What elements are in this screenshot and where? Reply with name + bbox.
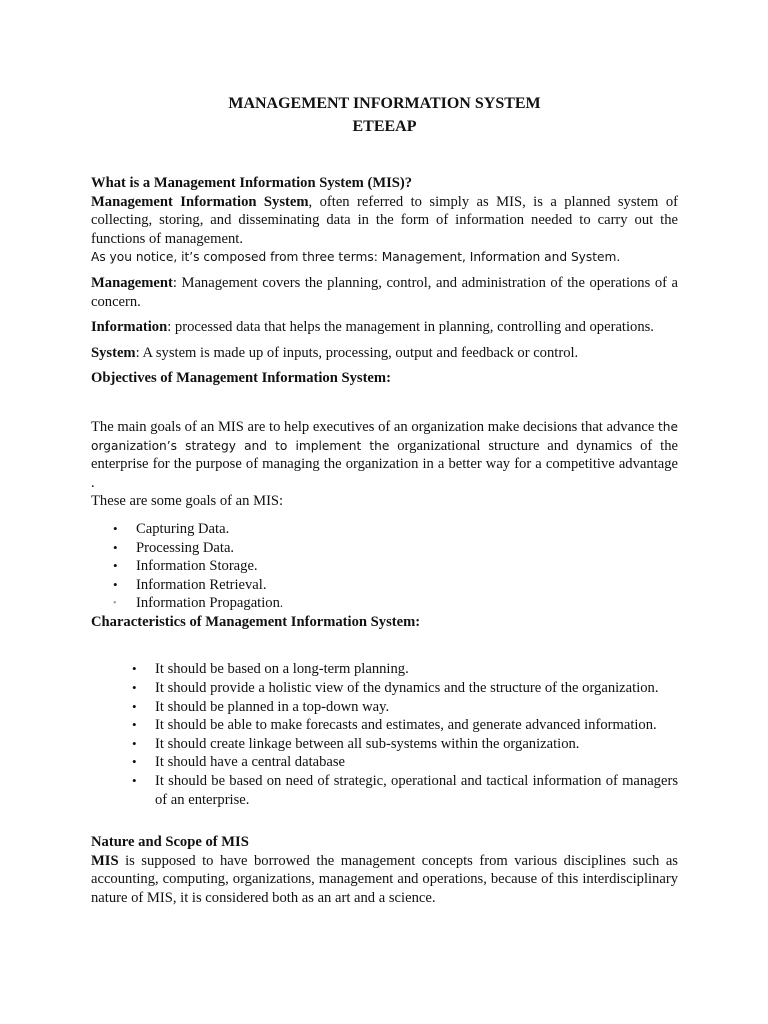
list-item: • It should create linkage between all sub-systems within the organization.	[132, 735, 580, 752]
document-page	[91, 92, 678, 908]
composed-note: As you notice, it’s composed from three terms: Management, Information and System.	[91, 250, 621, 265]
nature-text: is supposed to have borrowed the management concepts from various disciplines such as accounting, computing, organizations, management and operations, because of this interdisciplinary nature of MIS, it is considered both as an art and a science.	[91, 852, 678, 906]
list-item: • Information Propagation.	[91, 594, 678, 613]
list-item: • It should be able to make forecasts and estimates, and generate advanced information.	[132, 717, 657, 734]
intro-term: Management Information System	[91, 193, 309, 210]
bullet-icon: •	[132, 773, 137, 789]
bullet-icon: •	[113, 558, 118, 574]
bullet-icon: •	[132, 661, 137, 677]
objectives-text-part3: organizational structure and dynamics of the enterprise for the purpose of managing the organization in a better way for a competitive advantage .	[91, 437, 678, 491]
term-information	[91, 318, 678, 337]
bullet-icon: •	[113, 520, 118, 536]
list-item: • It should be based on need of strategic, operational and tactical information of managers of an enterprise.	[132, 773, 678, 808]
objectives-paragraph	[91, 418, 678, 492]
list-item: • It should have a central database	[132, 754, 346, 771]
bullet-icon: •	[113, 539, 118, 555]
bullet-icon: •	[113, 598, 117, 610]
term-management-text: : Management covers the planning, control, and administration of the operations of a concern.	[91, 274, 678, 310]
term-system-label: System	[91, 344, 136, 361]
title-block	[91, 92, 678, 138]
objectives-heading: Objectives of Management Information System:	[91, 370, 391, 387]
list-item: • Capturing Data.	[113, 520, 230, 537]
bullet-icon: •	[132, 717, 137, 733]
objectives-text-part2: the organization’s strategy and to implement the	[91, 419, 678, 453]
intro-definition-text: , often referred to simply as MIS, is a planned system of collecting, storing, and disseminating data in the form of information needed to carry out the functions of management.	[91, 193, 678, 247]
term-system-text: : A system is made up of inputs, processing, output and feedback or control.	[135, 344, 579, 361]
goals-list	[91, 520, 678, 613]
term-information-text: : processed data that helps the management in planning, controlling and operations.	[167, 319, 654, 336]
list-item: • It should provide a holistic view of the dynamics and the structure of the organization.	[132, 680, 659, 697]
intro-question: What is a Management Information System (MIS)?	[91, 175, 413, 191]
term-information-label: Information	[91, 319, 168, 336]
characteristics-list	[91, 660, 678, 809]
bullet-icon: •	[132, 754, 137, 770]
document-title: MANAGEMENT INFORMATION SYSTEM	[228, 95, 541, 112]
nature-heading: Nature and Scope of MIS	[91, 834, 249, 851]
nature-term: MIS	[91, 852, 119, 869]
list-item: • Processing Data.	[113, 539, 235, 556]
bullet-icon: •	[132, 680, 137, 696]
bullet-icon: •	[132, 735, 137, 751]
goals-intro: These are some goals of an MIS:	[91, 493, 284, 510]
term-system	[91, 344, 678, 363]
bullet-icon: •	[132, 698, 137, 714]
list-item: • Information Storage.	[113, 558, 258, 575]
document-subtitle: ETEEAP	[352, 118, 417, 135]
nature-paragraph	[91, 852, 678, 908]
intro-definition	[91, 193, 678, 249]
term-management	[91, 274, 678, 311]
list-item: • Information Retrieval.	[113, 576, 267, 593]
list-item: • It should be planned in a top-down way.	[132, 698, 390, 715]
term-management-label: Management	[91, 274, 173, 291]
objectives-text-part1: The main goals of an MIS are to help executives of an organization make decisions that advance	[91, 418, 658, 435]
characteristics-heading: Characteristics of Management Information System:	[91, 613, 421, 630]
list-item: • It should be based on a long-term planning.	[132, 661, 409, 678]
bullet-icon: •	[113, 576, 118, 592]
